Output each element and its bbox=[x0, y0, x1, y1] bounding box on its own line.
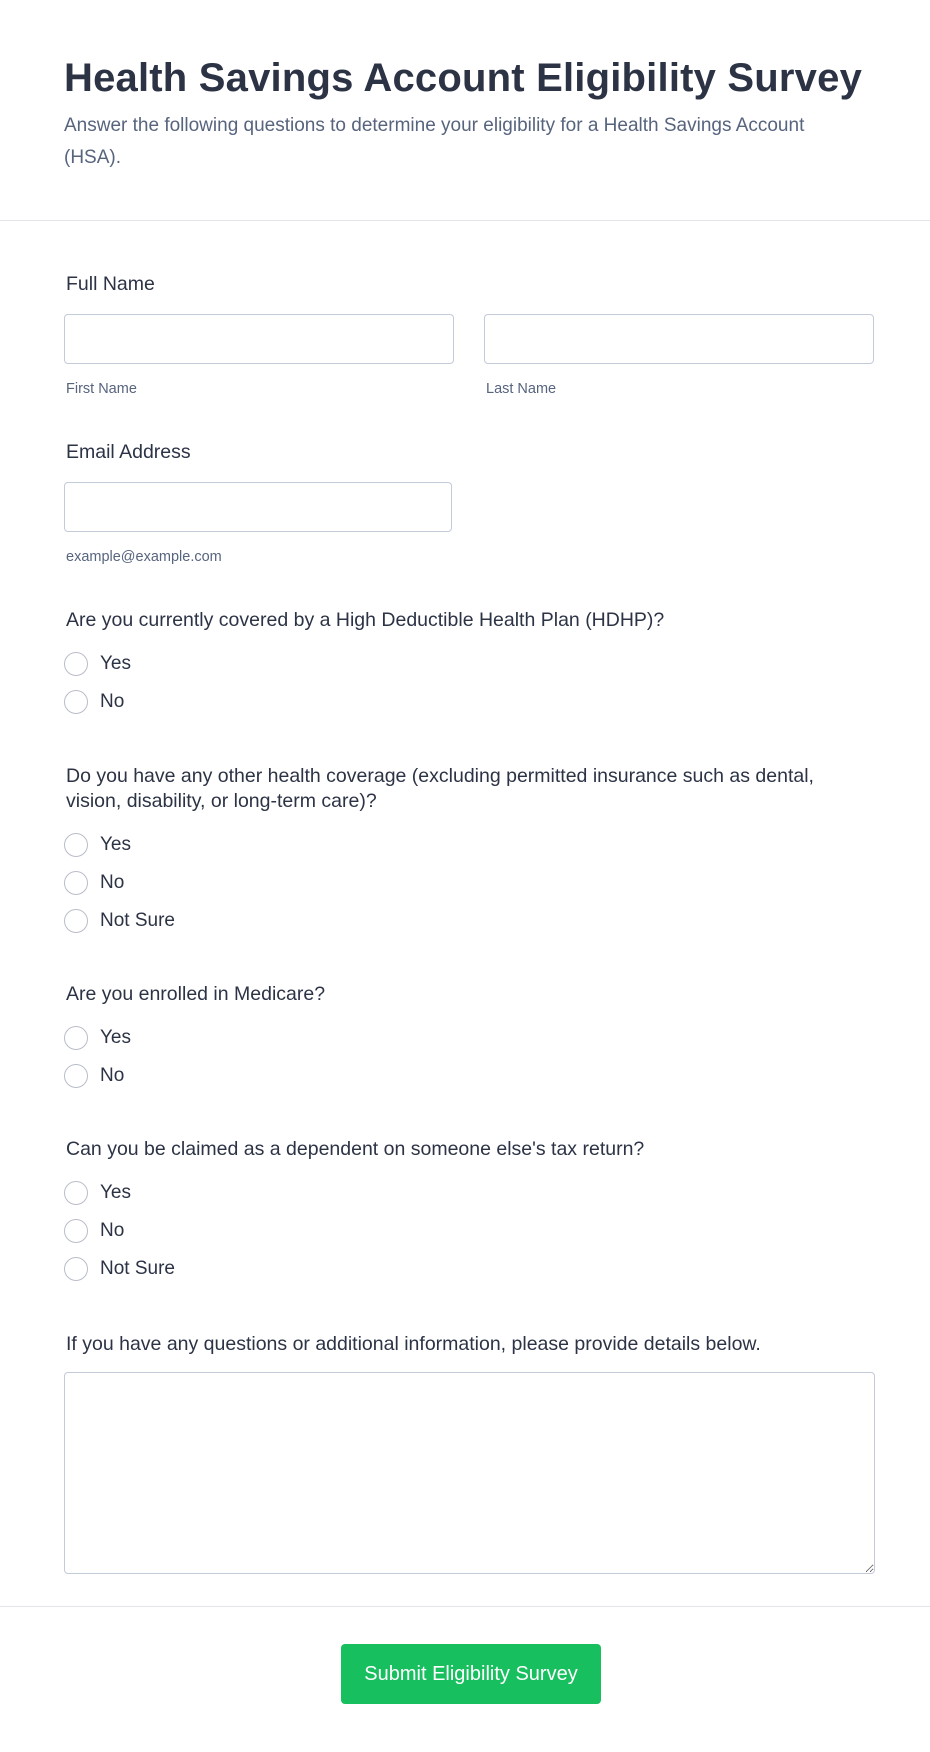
radio-group bbox=[64, 826, 864, 940]
radio-option-yes[interactable] bbox=[64, 1019, 864, 1057]
radio-option-label: No bbox=[100, 691, 125, 712]
additional-details-field bbox=[64, 1332, 875, 1574]
last-name-group bbox=[484, 314, 874, 398]
first-name-group bbox=[64, 314, 454, 398]
radio-button[interactable] bbox=[64, 1026, 88, 1050]
radio-option-no[interactable] bbox=[64, 1212, 864, 1250]
radio-button[interactable] bbox=[64, 1257, 88, 1281]
details-label: If you have any questions or additional information, please provide details below. bbox=[66, 1333, 761, 1355]
radio-option-label: Yes bbox=[100, 1027, 131, 1048]
last-name-sublabel: Last Name bbox=[486, 381, 557, 397]
question-label: Are you enrolled in Medicare? bbox=[66, 983, 326, 1005]
page-subtitle: Answer the following questions to determine your eligibility for a Health Savings Account (HSA). bbox=[64, 115, 805, 168]
radio-option-label: Not Sure bbox=[100, 1258, 175, 1279]
radio-option-label: Yes bbox=[100, 834, 131, 855]
first-name-sublabel: First Name bbox=[66, 381, 137, 397]
email-field bbox=[64, 440, 452, 566]
radio-option-label: No bbox=[100, 1220, 125, 1241]
radio-button[interactable] bbox=[64, 690, 88, 714]
last-name-input[interactable] bbox=[484, 314, 874, 364]
radio-option-yes[interactable] bbox=[64, 645, 864, 683]
radio-option-no[interactable] bbox=[64, 1057, 864, 1095]
radio-option-label: Not Sure bbox=[100, 910, 175, 931]
page-title: Health Savings Account Eligibility Survey bbox=[64, 56, 863, 100]
radio-option-yes[interactable] bbox=[64, 1174, 864, 1212]
radio-option-label: No bbox=[100, 872, 125, 893]
submit-button[interactable]: Submit Eligibility Survey bbox=[341, 1644, 601, 1704]
radio-group bbox=[64, 1019, 864, 1095]
question-label: Are you currently covered by a High Deductible Health Plan (HDHP)? bbox=[66, 609, 665, 631]
radio-option-not-sure[interactable] bbox=[64, 1250, 864, 1288]
email-input[interactable] bbox=[64, 482, 452, 532]
radio-button[interactable] bbox=[64, 652, 88, 676]
email-sublabel: example@example.com bbox=[66, 549, 222, 565]
radio-option-not-sure[interactable] bbox=[64, 902, 864, 940]
radio-option-no[interactable] bbox=[64, 683, 864, 721]
radio-button[interactable] bbox=[64, 871, 88, 895]
radio-option-no[interactable] bbox=[64, 864, 864, 902]
form-footer bbox=[0, 1606, 930, 1752]
form-header bbox=[0, 0, 930, 221]
radio-group bbox=[64, 645, 864, 721]
question-label: Can you be claimed as a dependent on someone else's tax return? bbox=[66, 1138, 645, 1160]
email-label: Email Address bbox=[66, 441, 191, 463]
radio-button[interactable] bbox=[64, 1219, 88, 1243]
radio-button[interactable] bbox=[64, 1064, 88, 1088]
full-name-field bbox=[64, 272, 875, 398]
full-name-row bbox=[64, 314, 875, 398]
details-textarea[interactable] bbox=[64, 1372, 875, 1574]
radio-option-label: Yes bbox=[100, 653, 131, 674]
radio-button[interactable] bbox=[64, 1181, 88, 1205]
radio-button[interactable] bbox=[64, 909, 88, 933]
radio-option-yes[interactable] bbox=[64, 826, 864, 864]
radio-option-label: No bbox=[100, 1065, 125, 1086]
question-label: Do you have any other health coverage (excluding permitted insurance such as dental, vision, disability, or long-term care)? bbox=[66, 765, 814, 812]
full-name-label: Full Name bbox=[66, 273, 155, 295]
question-dependent bbox=[64, 1137, 864, 1288]
first-name-input[interactable] bbox=[64, 314, 454, 364]
question-other-coverage bbox=[64, 764, 864, 940]
radio-group bbox=[64, 1174, 864, 1288]
question-medicare bbox=[64, 982, 864, 1095]
radio-button[interactable] bbox=[64, 833, 88, 857]
radio-option-label: Yes bbox=[100, 1182, 131, 1203]
question-hdhp bbox=[64, 608, 864, 721]
